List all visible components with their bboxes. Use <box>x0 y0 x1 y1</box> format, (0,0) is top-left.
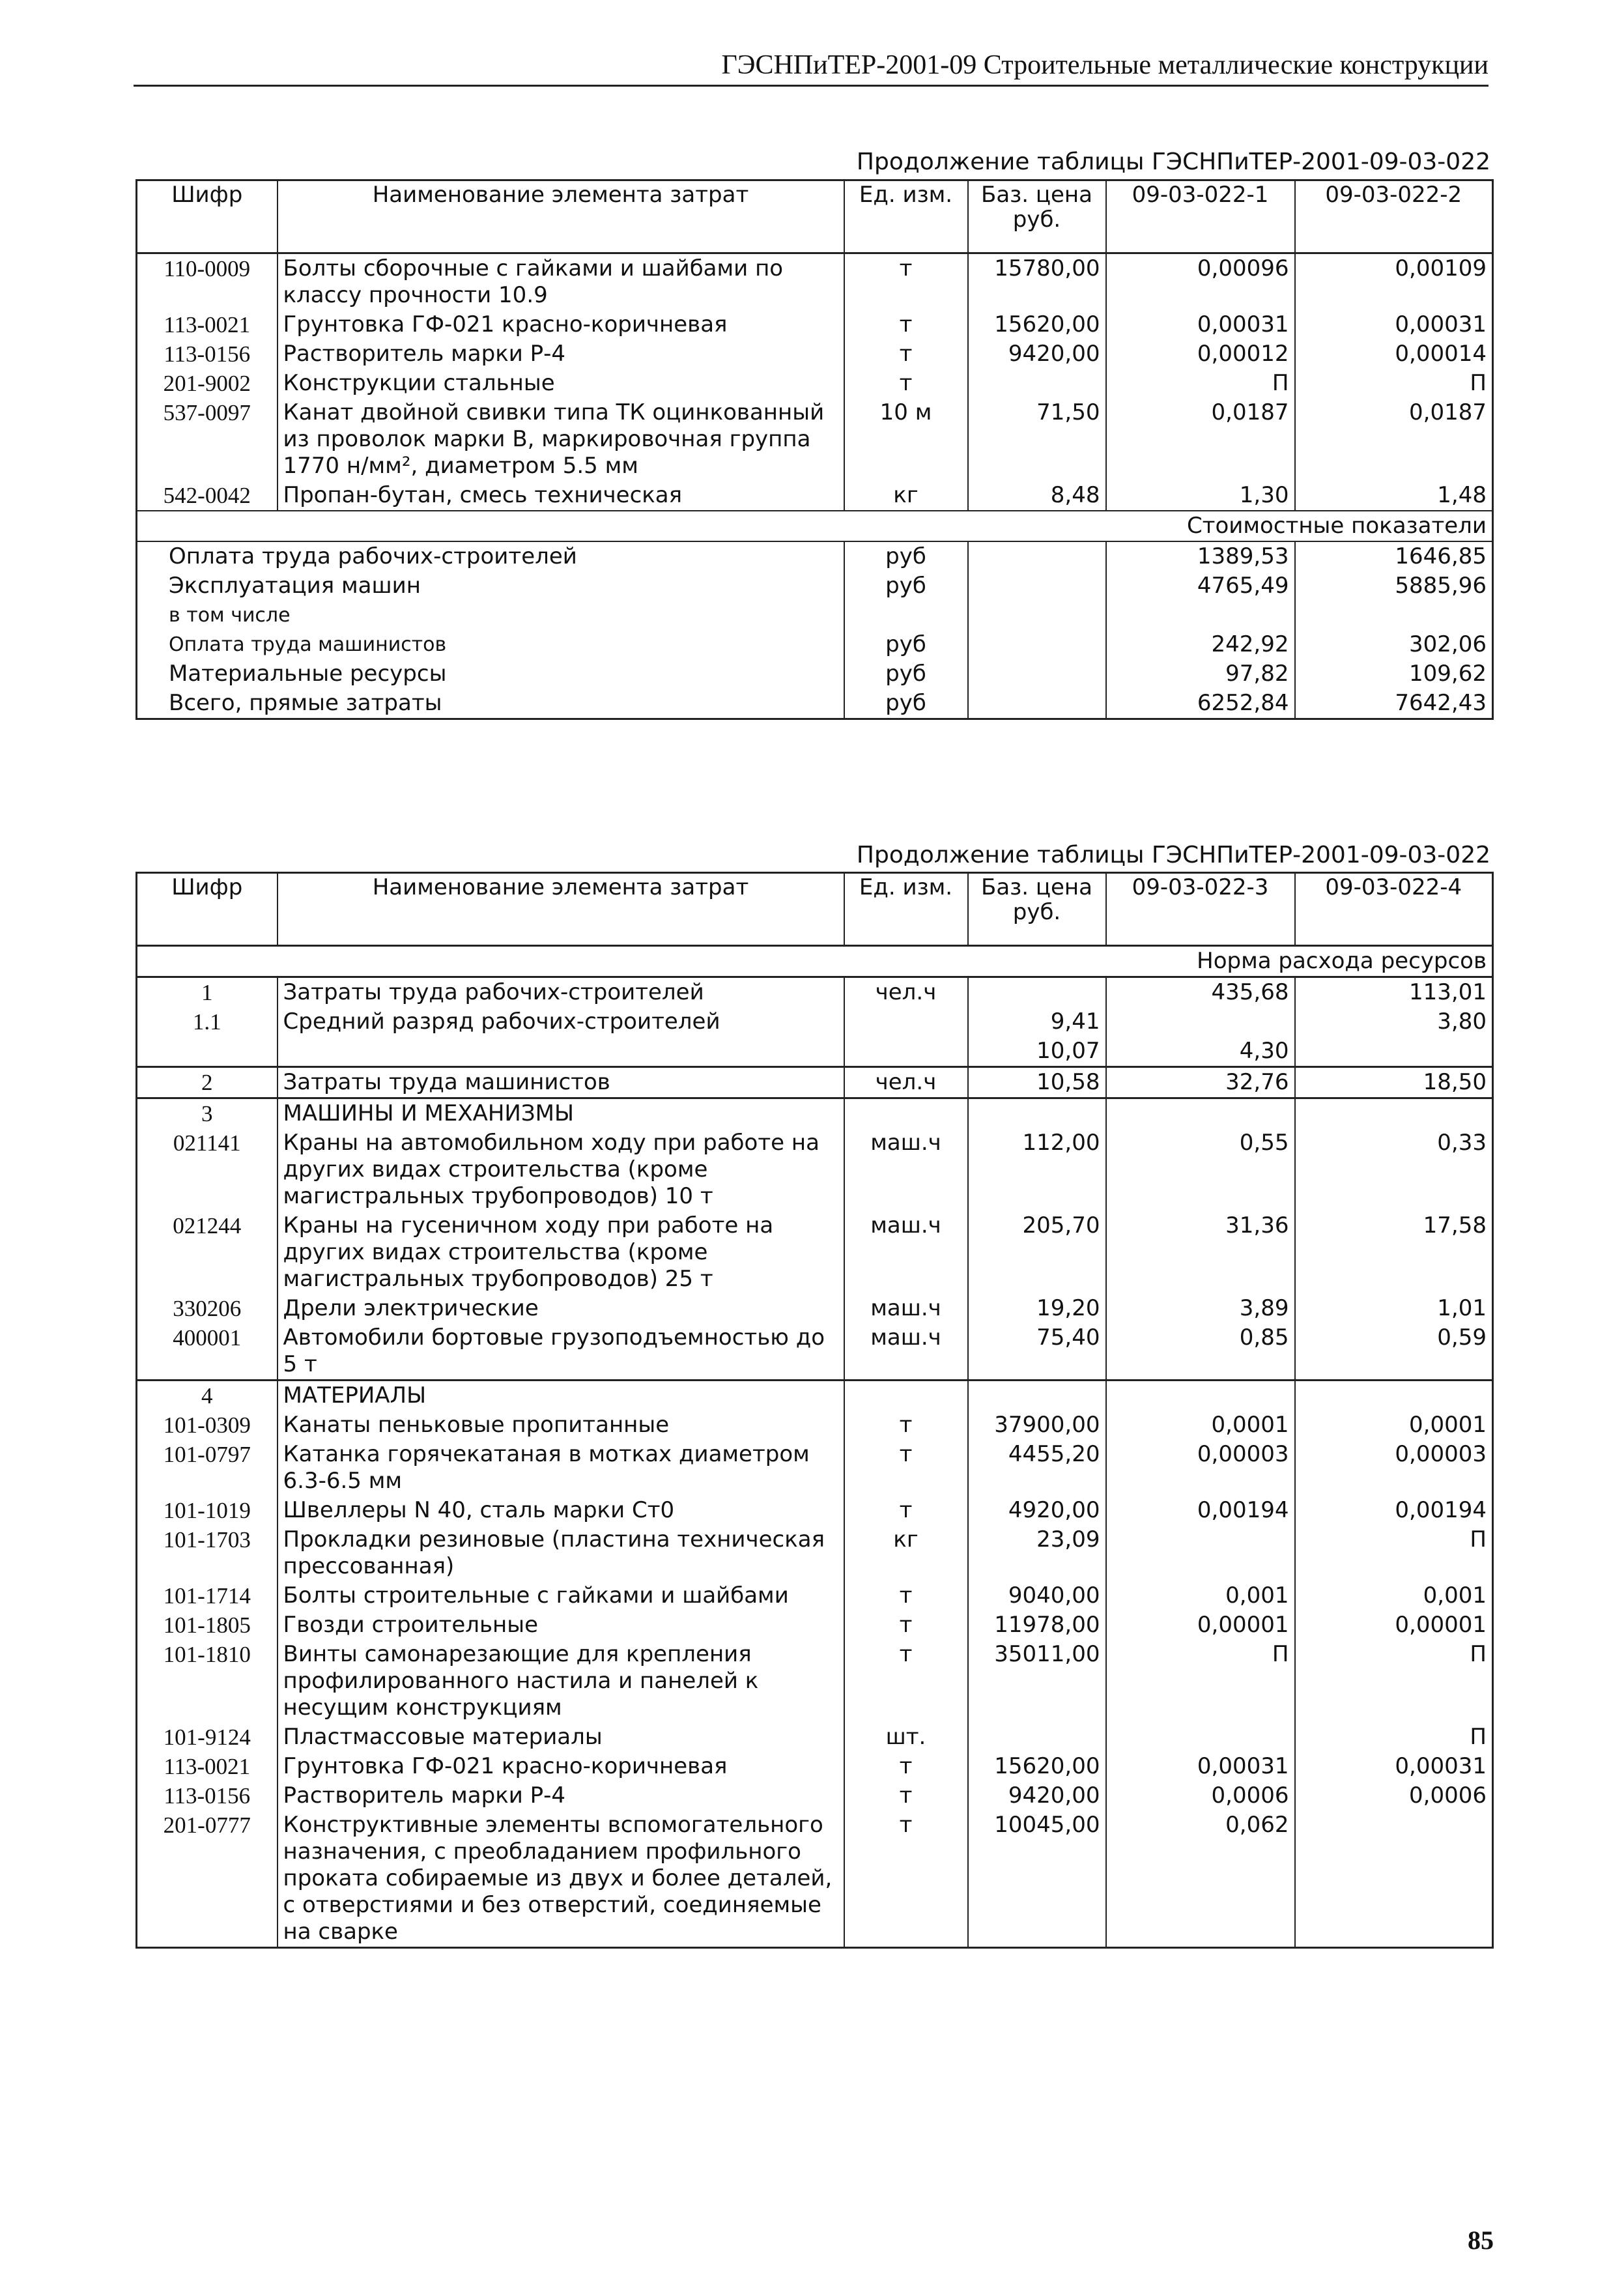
resource-code: 537-0097 <box>137 398 278 481</box>
resource-code: 542-0042 <box>137 481 278 511</box>
base-price: 15620,00 <box>968 1752 1106 1781</box>
norm-value: 0,55 <box>1106 1128 1295 1211</box>
norm-value: 0,33 <box>1295 1128 1493 1211</box>
resource-unit: т <box>844 310 968 339</box>
base-price: 11978,00 <box>968 1610 1106 1640</box>
resource-code: 101-9124 <box>137 1723 278 1752</box>
base-price: 10,58 <box>968 1067 1106 1098</box>
resource-name: Пластмассовые материалы <box>278 1723 844 1752</box>
table-row <box>137 1410 1493 1440</box>
norm-value: 0,00109 <box>1295 253 1493 311</box>
table-row <box>137 1067 1493 1098</box>
col-header-variant-3: 09-03-022-3 <box>1106 873 1295 946</box>
section-band <box>137 511 1493 541</box>
summary-value: 302,06 <box>1295 630 1493 659</box>
resource-name: Болты сборочные с гайками и шайбами по классу прочности 10.9 <box>278 253 844 311</box>
resource-unit: т <box>844 253 968 311</box>
table-row <box>137 1723 1493 1752</box>
base-price: 9420,00 <box>968 1781 1106 1811</box>
summary-value: 97,82 <box>1106 659 1295 689</box>
norm-value: 113,01 <box>1295 977 1493 1008</box>
summary-value: 1646,85 <box>1295 541 1493 571</box>
base-price: 9,41 <box>968 1007 1106 1037</box>
norm-value: П <box>1295 1525 1493 1581</box>
resource-name: Канаты пеньковые пропитанные <box>278 1410 844 1440</box>
resource-code: 201-9002 <box>137 369 278 398</box>
summary-value: 1389,53 <box>1106 541 1295 571</box>
col-header-code: Шифр <box>137 873 278 946</box>
norm-value: П <box>1295 1640 1493 1723</box>
table-row <box>137 1128 1493 1211</box>
resource-name: Швеллеры N 40, сталь марки Ст0 <box>278 1496 844 1525</box>
empty-cell <box>968 659 1106 689</box>
summary-unit: руб <box>844 571 968 601</box>
resource-name: Конструктивные элементы вспомогательного назначения, с преобладанием профильного проката собираемые из двух и более деталей, с отверстиями и без отверстий, соединяемые на сварке <box>278 1811 844 1948</box>
norm-value: 17,58 <box>1295 1211 1493 1294</box>
resource-unit <box>844 1037 968 1067</box>
summary-row <box>137 541 1493 571</box>
resource-unit: т <box>844 1811 968 1948</box>
resource-name: Прокладки резиновые (пластина техническая прессованная) <box>278 1525 844 1581</box>
resource-name: Катанка горячекатаная в мотках диаметром 6.3-6.5 мм <box>278 1440 844 1496</box>
norm-value: П <box>1106 369 1295 398</box>
resource-unit: т <box>844 1440 968 1496</box>
norm-value: 0,001 <box>1106 1581 1295 1610</box>
resource-table-2 <box>135 872 1494 1949</box>
table-row <box>137 1640 1493 1723</box>
norm-value: 0,00001 <box>1295 1610 1493 1640</box>
resource-code: 330206 <box>137 1294 278 1323</box>
col-header-name: Наименование элемента затрат <box>278 873 844 946</box>
summary-label: Эксплуатация машин <box>137 571 844 601</box>
empty-cell <box>968 689 1106 719</box>
table-row <box>137 1381 1493 1411</box>
resource-name: Канат двойной свивки типа ТК оцинкованный из проволок марки В, маркировочная группа 1770 н/мм², диаметром 5.5 мм <box>278 398 844 481</box>
col-header-variant-1: 09-03-022-1 <box>1106 180 1295 253</box>
base-price <box>968 977 1106 1008</box>
resource-code <box>137 1037 278 1067</box>
norm-value <box>1295 1381 1493 1411</box>
table-row <box>137 1525 1493 1581</box>
norm-value: 18,50 <box>1295 1067 1493 1098</box>
table-row <box>137 398 1493 481</box>
resource-code: 101-1703 <box>137 1525 278 1581</box>
norm-value: 0,0001 <box>1295 1410 1493 1440</box>
resource-unit: кг <box>844 481 968 511</box>
empty-cell <box>968 601 1106 630</box>
resource-code: 3 <box>137 1098 278 1129</box>
resource-code: 1.1 <box>137 1007 278 1037</box>
base-price: 15780,00 <box>968 253 1106 311</box>
resource-unit: шт. <box>844 1723 968 1752</box>
resource-code: 113-0156 <box>137 339 278 369</box>
summary-value: 6252,84 <box>1106 689 1295 719</box>
base-price <box>968 1381 1106 1411</box>
norm-value: 0,00012 <box>1106 339 1295 369</box>
base-price: 9420,00 <box>968 339 1106 369</box>
summary-label: Оплата труда рабочих-строителей <box>137 541 844 571</box>
resource-code: 101-0797 <box>137 1440 278 1496</box>
summary-row <box>137 601 1493 630</box>
summary-value <box>1106 601 1295 630</box>
norm-value: 0,00194 <box>1106 1496 1295 1525</box>
summary-value <box>1295 601 1493 630</box>
resource-code: 113-0156 <box>137 1781 278 1811</box>
norm-value <box>1295 1811 1493 1948</box>
base-price <box>968 369 1106 398</box>
resource-name: Автомобили бортовые грузоподъемностью до 5 т <box>278 1323 844 1381</box>
table-row <box>137 481 1493 511</box>
summary-row <box>137 659 1493 689</box>
norm-value <box>1106 1098 1295 1129</box>
resource-code: 021244 <box>137 1211 278 1294</box>
table-row <box>137 1440 1493 1496</box>
base-price: 37900,00 <box>968 1410 1106 1440</box>
resource-code: 113-0021 <box>137 310 278 339</box>
resource-unit: маш.ч <box>844 1294 968 1323</box>
resource-unit: кг <box>844 1525 968 1581</box>
summary-unit <box>844 601 968 630</box>
resource-code: 4 <box>137 1381 278 1411</box>
norm-value <box>1295 1098 1493 1129</box>
resource-name: Затраты труда машинистов <box>278 1067 844 1098</box>
running-header: ГЭСНПиТЕР-2001-09 Строительные металлические конструкции <box>134 46 1489 87</box>
norm-value: 0,00031 <box>1295 1752 1493 1781</box>
summary-value: 5885,96 <box>1295 571 1493 601</box>
section-band <box>137 946 1493 977</box>
resource-name: Гвозди строительные <box>278 1610 844 1640</box>
summary-row <box>137 689 1493 719</box>
resource-name: Конструкции стальные <box>278 369 844 398</box>
norm-value: 3,80 <box>1295 1007 1493 1037</box>
base-price <box>968 1723 1106 1752</box>
base-price: 35011,00 <box>968 1640 1106 1723</box>
table-row <box>137 1781 1493 1811</box>
base-price: 10045,00 <box>968 1811 1106 1948</box>
summary-label: в том числе <box>137 601 844 630</box>
table-row <box>137 1811 1493 1948</box>
table-row <box>137 253 1493 311</box>
base-price: 9040,00 <box>968 1581 1106 1610</box>
norm-value <box>1106 1723 1295 1752</box>
norm-value: 31,36 <box>1106 1211 1295 1294</box>
resource-unit: т <box>844 1640 968 1723</box>
summary-unit: руб <box>844 659 968 689</box>
resource-name: МАШИНЫ И МЕХАНИЗМЫ <box>278 1098 844 1129</box>
resource-name: Дрели электрические <box>278 1294 844 1323</box>
norm-value: 0,85 <box>1106 1323 1295 1381</box>
resource-name: Пропан-бутан, смесь техническая <box>278 481 844 511</box>
resource-unit: т <box>844 1410 968 1440</box>
resource-unit: т <box>844 1496 968 1525</box>
base-price: 4920,00 <box>968 1496 1106 1525</box>
base-price: 15620,00 <box>968 310 1106 339</box>
summary-value: 242,92 <box>1106 630 1295 659</box>
norm-value: 435,68 <box>1106 977 1295 1008</box>
resource-unit: т <box>844 1610 968 1640</box>
norm-value: 3,89 <box>1106 1294 1295 1323</box>
norm-value: 0,0001 <box>1106 1410 1295 1440</box>
resource-code: 400001 <box>137 1323 278 1381</box>
norm-value: 32,76 <box>1106 1067 1295 1098</box>
empty-cell <box>968 541 1106 571</box>
norm-value: 0,0187 <box>1295 398 1493 481</box>
resource-code: 101-1019 <box>137 1496 278 1525</box>
norm-value: 0,00096 <box>1106 253 1295 311</box>
col-header-variant-2: 09-03-022-2 <box>1295 180 1493 253</box>
table-row <box>137 1610 1493 1640</box>
resource-code: 201-0777 <box>137 1811 278 1948</box>
resource-unit <box>844 1098 968 1129</box>
norm-value <box>1106 1525 1295 1581</box>
base-price <box>968 1098 1106 1129</box>
resource-name: МАТЕРИАЛЫ <box>278 1381 844 1411</box>
norm-value: 0,00001 <box>1106 1610 1295 1640</box>
summary-unit: руб <box>844 541 968 571</box>
empty-cell <box>968 571 1106 601</box>
resource-unit <box>844 1381 968 1411</box>
resource-unit: т <box>844 1581 968 1610</box>
summary-value: 109,62 <box>1295 659 1493 689</box>
table-row <box>137 977 1493 1008</box>
resource-name: Затраты труда рабочих-строителей <box>278 977 844 1008</box>
norm-value: П <box>1295 369 1493 398</box>
norm-value <box>1106 1381 1295 1411</box>
summary-value: 7642,43 <box>1295 689 1493 719</box>
col-header-variant-4: 09-03-022-4 <box>1295 873 1493 946</box>
norm-value: 0,00031 <box>1295 310 1493 339</box>
summary-row <box>137 630 1493 659</box>
resource-unit: чел.ч <box>844 1067 968 1098</box>
resource-name: Грунтовка ГФ-021 красно-коричневая <box>278 1752 844 1781</box>
resource-name: Краны на автомобильном ходу при работе на других видах строительства (кроме магистральных трубопроводов) 10 т <box>278 1128 844 1211</box>
norm-value: 1,01 <box>1295 1294 1493 1323</box>
table-row <box>137 369 1493 398</box>
norm-value: 1,48 <box>1295 481 1493 511</box>
col-header-name: Наименование элемента затрат <box>278 180 844 253</box>
col-header-price: Баз. цена руб. <box>968 873 1106 946</box>
norm-value: 0,0187 <box>1106 398 1295 481</box>
norm-value: П <box>1106 1640 1295 1723</box>
norm-value: 0,001 <box>1295 1581 1493 1610</box>
resource-code: 110-0009 <box>137 253 278 311</box>
norm-value: 0,0006 <box>1106 1781 1295 1811</box>
resource-unit: т <box>844 369 968 398</box>
base-price: 75,40 <box>968 1323 1106 1381</box>
norm-value: 0,00194 <box>1295 1496 1493 1525</box>
resource-table-1 <box>135 179 1494 720</box>
page-number: 85 <box>1468 2226 1494 2255</box>
resource-unit: маш.ч <box>844 1211 968 1294</box>
norm-value: П <box>1295 1723 1493 1752</box>
norm-value: 0,59 <box>1295 1323 1493 1381</box>
resource-code: 2 <box>137 1067 278 1098</box>
norm-value: 0,00014 <box>1295 339 1493 369</box>
resource-unit: т <box>844 339 968 369</box>
table-row <box>137 1581 1493 1610</box>
table-row <box>137 310 1493 339</box>
resource-unit <box>844 1007 968 1037</box>
base-price: 23,09 <box>968 1525 1106 1581</box>
empty-cell <box>968 630 1106 659</box>
base-price: 4455,20 <box>968 1440 1106 1496</box>
col-header-unit: Ед. изм. <box>844 180 968 253</box>
resource-name: Краны на гусеничном ходу при работе на других видах строительства (кроме магистральных трубопроводов) 25 т <box>278 1211 844 1294</box>
table-row <box>137 1211 1493 1294</box>
resource-name: Болты строительные с гайками и шайбами <box>278 1581 844 1610</box>
table2-caption: Продолжение таблицы ГЭСНПиТЕР-2001-09-03-022 <box>856 842 1490 868</box>
table-row <box>137 1752 1493 1781</box>
col-header-price: Баз. цена руб. <box>968 180 1106 253</box>
norm-value: 0,00031 <box>1106 1752 1295 1781</box>
summary-label: Материальные ресурсы <box>137 659 844 689</box>
norm-value: 0,00031 <box>1106 310 1295 339</box>
base-price: 10,07 <box>968 1037 1106 1067</box>
resource-name <box>278 1037 844 1067</box>
norm-value <box>1295 1037 1493 1067</box>
resource-name: Растворитель марки Р-4 <box>278 339 844 369</box>
summary-label: Оплата труда машинистов <box>137 630 844 659</box>
resource-code: 101-1805 <box>137 1610 278 1640</box>
summary-unit: руб <box>844 630 968 659</box>
resource-unit: 10 м <box>844 398 968 481</box>
resource-unit: чел.ч <box>844 977 968 1008</box>
col-header-code: Шифр <box>137 180 278 253</box>
base-price: 8,48 <box>968 481 1106 511</box>
resource-name: Грунтовка ГФ-021 красно-коричневая <box>278 310 844 339</box>
norm-value: 0,062 <box>1106 1811 1295 1948</box>
resource-unit: маш.ч <box>844 1323 968 1381</box>
table-row <box>137 1323 1493 1381</box>
base-price: 19,20 <box>968 1294 1106 1323</box>
band-label: Стоимостные показатели <box>137 511 1493 541</box>
base-price: 112,00 <box>968 1128 1106 1211</box>
band-label: Норма расхода ресурсов <box>137 946 1493 977</box>
norm-value: 1,30 <box>1106 481 1295 511</box>
resource-unit: т <box>844 1781 968 1811</box>
table-row <box>137 1294 1493 1323</box>
resource-code: 101-1810 <box>137 1640 278 1723</box>
resource-code: 113-0021 <box>137 1752 278 1781</box>
resource-unit: т <box>844 1752 968 1781</box>
norm-value: 0,0006 <box>1295 1781 1493 1811</box>
norm-value <box>1106 1007 1295 1037</box>
norm-value: 0,00003 <box>1295 1440 1493 1496</box>
resource-name: Винты самонарезающие для крепления профилированного настила и панелей к несущим конструкциям <box>278 1640 844 1723</box>
base-price: 205,70 <box>968 1211 1106 1294</box>
summary-value: 4765,49 <box>1106 571 1295 601</box>
norm-value: 4,30 <box>1106 1037 1295 1067</box>
norm-value: 0,00003 <box>1106 1440 1295 1496</box>
resource-code: 101-1714 <box>137 1581 278 1610</box>
table-row <box>137 1037 1493 1067</box>
summary-row <box>137 571 1493 601</box>
resource-name: Средний разряд рабочих-строителей <box>278 1007 844 1037</box>
base-price: 71,50 <box>968 398 1106 481</box>
resource-code: 021141 <box>137 1128 278 1211</box>
resource-code: 101-0309 <box>137 1410 278 1440</box>
table-row <box>137 1496 1493 1525</box>
table-row <box>137 1007 1493 1037</box>
summary-label: Всего, прямые затраты <box>137 689 844 719</box>
resource-unit: маш.ч <box>844 1128 968 1211</box>
table-row <box>137 1098 1493 1129</box>
table-row <box>137 339 1493 369</box>
resource-name: Растворитель марки Р-4 <box>278 1781 844 1811</box>
col-header-unit: Ед. изм. <box>844 873 968 946</box>
summary-unit: руб <box>844 689 968 719</box>
table1-caption: Продолжение таблицы ГЭСНПиТЕР-2001-09-03-022 <box>856 149 1490 175</box>
resource-code: 1 <box>137 977 278 1008</box>
